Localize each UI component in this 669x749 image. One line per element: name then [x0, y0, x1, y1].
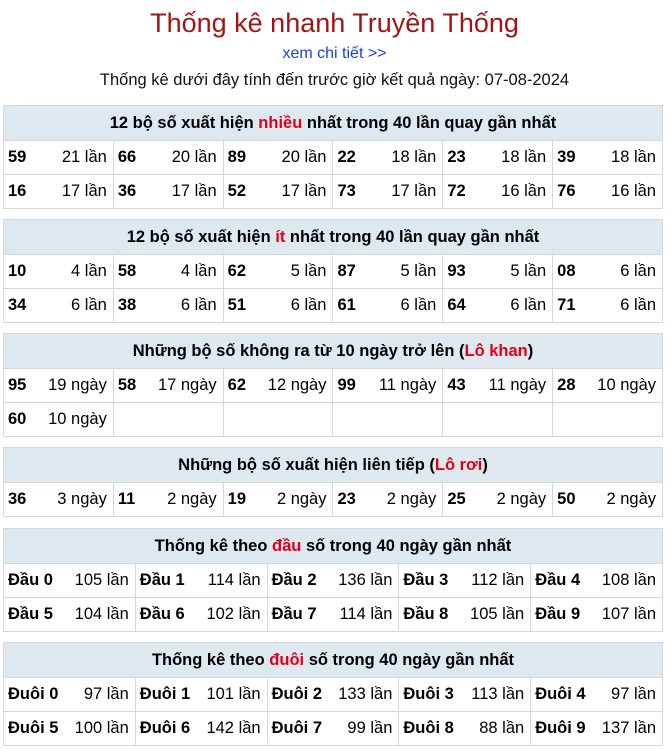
occurrence-count: 16 lần: [501, 182, 547, 200]
occurrence-count: 6 lần: [620, 296, 656, 314]
stat-cell: [223, 483, 333, 517]
stat-cell: [333, 289, 443, 323]
occurrence-count: 19 ngày: [48, 376, 107, 394]
page-title: Thống kê nhanh Truyền Thống: [150, 8, 519, 38]
occurrence-count: 136 lần: [338, 571, 393, 589]
digit-label: Đuôi 0: [8, 685, 59, 703]
stat-cell: [223, 175, 333, 209]
least-frequent-heading: 12 bộ số xuất hiện ít nhất trong 40 lần quay gần nhất: [4, 220, 663, 255]
digit-label: Đầu 1: [139, 571, 185, 589]
occurrence-count: 105 lần: [470, 605, 525, 623]
table-row: [4, 712, 663, 746]
duoi-stats-heading: Thống kê theo đuôi số trong 40 ngày gần nhất: [4, 643, 663, 678]
occurrence-count: 107 lần: [601, 605, 656, 623]
stat-cell: [135, 564, 267, 598]
stat-cell: [531, 712, 663, 746]
table-row: [4, 678, 663, 712]
stat-cell: [531, 598, 663, 632]
stat-cell: [399, 598, 531, 632]
digit-label: Đầu 7: [271, 605, 317, 623]
lottery-number: 34: [8, 296, 27, 314]
lottery-number: 89: [227, 148, 247, 166]
table-row: [4, 403, 663, 437]
stat-cell: [223, 403, 333, 437]
digit-label: Đầu 5: [8, 605, 53, 623]
digit-label: Đầu 2: [271, 571, 317, 589]
dau-stats-body: [4, 564, 663, 632]
digit-label: Đuôi 5: [8, 719, 59, 737]
digit-label: Đuôi 6: [139, 719, 191, 737]
dau-stats-heading: Thống kê theo đầu số trong 40 ngày gần nhất: [4, 529, 663, 564]
occurrence-count: 6 lần: [400, 296, 437, 314]
stat-cell: [553, 403, 663, 437]
lottery-number: 99: [337, 376, 356, 394]
occurrence-count: 2 ngày: [276, 490, 327, 508]
occurrence-count: 11 ngày: [378, 376, 437, 394]
stat-cell: [4, 678, 136, 712]
stat-cell: [443, 289, 553, 323]
updated-date-line: [0, 70, 669, 90]
lottery-number: 50: [557, 490, 576, 508]
digit-label: Đuôi 7: [271, 719, 323, 737]
stat-cell: [333, 175, 443, 209]
stat-cell: [531, 678, 663, 712]
stat-cell: [553, 141, 663, 175]
stat-cell: [135, 598, 267, 632]
table-row: [4, 289, 663, 323]
stat-cell: [4, 712, 136, 746]
stat-cell: [4, 369, 114, 403]
occurrence-count: 113 lần: [471, 685, 525, 703]
lo-khan-heading: Những bộ số không ra từ 10 ngày trở lên (Lô khan): [4, 334, 663, 369]
stat-cell: [333, 403, 443, 437]
lottery-number: 23: [447, 148, 466, 166]
most-frequent-table: [3, 105, 663, 209]
stat-cell: [113, 141, 223, 175]
stat-cell: [113, 289, 223, 323]
stat-cell: [443, 483, 553, 517]
least-frequent-body: [4, 255, 663, 323]
stat-cell: [223, 369, 333, 403]
occurrence-count: 17 lần: [171, 182, 217, 200]
lottery-number: 87: [337, 262, 356, 280]
occurrence-count: 104 lần: [74, 605, 129, 623]
occurrence-count: 6 lần: [71, 296, 107, 314]
lottery-number: 73: [337, 182, 356, 200]
digit-label: Đuôi 1: [139, 685, 191, 703]
stat-cell: [443, 369, 553, 403]
lottery-number: 60: [8, 410, 27, 428]
lottery-number: 59: [8, 148, 27, 166]
lo-roi-body: [4, 483, 663, 517]
stat-cell: [443, 403, 553, 437]
occurrence-count: 11 ngày: [488, 376, 547, 394]
occurrence-count: 17 lần: [281, 182, 327, 200]
occurrence-count: 17 ngày: [157, 376, 217, 394]
stat-cell: [223, 255, 333, 289]
occurrence-count: 137 lần: [601, 719, 656, 737]
digit-label: Đầu 3: [403, 571, 449, 589]
occurrence-count: 5 lần: [510, 262, 547, 280]
occurrence-count: 112 lần: [471, 571, 525, 589]
occurrence-count: 100 lần: [74, 719, 129, 737]
digit-label: Đầu 8: [403, 605, 449, 623]
digit-label: Đuôi 4: [535, 685, 586, 703]
stat-cell: [267, 712, 399, 746]
stat-cell: [553, 175, 663, 209]
occurrence-count: 5 lần: [290, 262, 327, 280]
stat-cell: [443, 141, 553, 175]
stat-cell: [267, 564, 399, 598]
table-row: [4, 141, 663, 175]
lottery-number: 72: [447, 182, 466, 200]
stat-cell: [333, 255, 443, 289]
digit-label: Đầu 4: [535, 571, 581, 589]
lottery-number: 58: [117, 262, 137, 280]
digit-label: Đuôi 3: [403, 685, 454, 703]
lottery-number: 28: [557, 376, 576, 394]
occurrence-count: 20 lần: [281, 148, 327, 166]
stat-cell: [113, 483, 223, 517]
stat-cell: [553, 483, 663, 517]
stat-cell: [531, 564, 663, 598]
stat-cell: [223, 141, 333, 175]
most-frequent-heading: 12 bộ số xuất hiện nhiều nhất trong 40 lần quay gần nhất: [4, 106, 663, 141]
lottery-number: 95: [8, 376, 27, 394]
occurrence-count: 114 lần: [339, 605, 393, 623]
updated-prefix: Thống kê dưới đây tính đến trước giờ kết quả ngày:: [99, 71, 485, 89]
lottery-number: 39: [557, 148, 576, 166]
lottery-number: 76: [557, 182, 576, 200]
stat-cell: [223, 289, 333, 323]
stat-cell: [4, 289, 114, 323]
stat-cell: [4, 598, 136, 632]
updated-date: 07-08-2024: [484, 71, 570, 89]
lottery-number: 25: [447, 490, 466, 508]
lottery-number: 64: [447, 296, 466, 314]
occurrence-count: 108 lần: [601, 571, 656, 589]
lottery-number: 93: [447, 262, 466, 280]
occurrence-count: 6 lần: [510, 296, 547, 314]
view-details-link[interactable]: xem chi tiết >>: [282, 45, 387, 62]
occurrence-count: 2 ngày: [386, 490, 437, 508]
stat-cell: [399, 712, 531, 746]
stat-cell: [4, 175, 114, 209]
stat-cell: [4, 403, 114, 437]
occurrence-count: 101 lần: [206, 685, 261, 703]
stat-cell: [443, 175, 553, 209]
stat-cell: [113, 175, 223, 209]
lottery-number: 58: [117, 376, 137, 394]
digit-label: Đầu 6: [139, 605, 185, 623]
stat-cell: [333, 483, 443, 517]
digit-label: Đuôi 2: [271, 685, 323, 703]
lottery-number: 62: [227, 262, 247, 280]
occurrence-count: 4 lần: [71, 262, 107, 280]
stat-cell: [113, 255, 223, 289]
lottery-number: 38: [117, 296, 137, 314]
occurrence-count: 2 ngày: [167, 490, 217, 508]
stat-cell: [399, 678, 531, 712]
most-frequent-body: [4, 141, 663, 209]
occurrence-count: 133 lần: [338, 685, 393, 703]
occurrence-count: 6 lần: [180, 296, 217, 314]
lottery-number: 16: [8, 182, 27, 200]
lottery-number: 10: [8, 262, 27, 280]
stat-cell: [443, 255, 553, 289]
occurrence-count: 18 lần: [611, 148, 656, 166]
stat-cell: [135, 678, 267, 712]
stat-cell: [4, 564, 136, 598]
lo-khan-table: [3, 333, 663, 437]
occurrence-count: 16 lần: [611, 182, 656, 200]
stat-cell: [135, 712, 267, 746]
table-row: [4, 369, 663, 403]
table-row: [4, 175, 663, 209]
lottery-number: 43: [447, 376, 466, 394]
least-frequent-table: [3, 219, 663, 323]
duoi-stats-table: [3, 642, 663, 746]
occurrence-count: 99 lần: [347, 719, 393, 737]
occurrence-count: 2 ngày: [496, 490, 547, 508]
lottery-number: 61: [337, 296, 356, 314]
occurrence-count: 5 lần: [400, 262, 437, 280]
lottery-number: 23: [337, 490, 356, 508]
lottery-number: 71: [557, 296, 576, 314]
occurrence-count: 17 lần: [391, 182, 437, 200]
table-row: [4, 598, 663, 632]
stat-cell: [4, 255, 114, 289]
occurrence-count: 6 lần: [290, 296, 327, 314]
digit-label: Đuôi 8: [403, 719, 454, 737]
stat-cell: [267, 678, 399, 712]
occurrence-count: 3 ngày: [57, 490, 107, 508]
stat-cell: [267, 598, 399, 632]
occurrence-count: 6 lần: [620, 262, 656, 280]
occurrence-count: 10 ngày: [597, 376, 656, 394]
lottery-number: 22: [337, 148, 356, 166]
lottery-number: 36: [8, 490, 27, 508]
occurrence-count: 17 lần: [61, 182, 107, 200]
occurrence-count: 102 lần: [206, 605, 261, 623]
stat-cell: [333, 369, 443, 403]
lottery-number: 66: [117, 148, 137, 166]
occurrence-count: 88 lần: [479, 719, 525, 737]
occurrence-count: 10 ngày: [48, 410, 107, 428]
stat-cell: [113, 369, 223, 403]
table-row: [4, 255, 663, 289]
table-row: [4, 564, 663, 598]
stat-cell: [113, 403, 223, 437]
occurrence-count: 97 lần: [611, 685, 656, 703]
stat-cell: [553, 255, 663, 289]
occurrence-count: 20 lần: [171, 148, 217, 166]
table-row: [4, 483, 663, 517]
occurrence-count: 105 lần: [74, 571, 129, 589]
lo-roi-table: [3, 447, 663, 517]
dau-stats-table: [3, 528, 663, 632]
stat-cell: [4, 483, 114, 517]
occurrence-count: 4 lần: [180, 262, 217, 280]
occurrence-count: 97 lần: [83, 685, 129, 703]
stat-cell: [553, 369, 663, 403]
occurrence-count: 21 lần: [61, 148, 107, 166]
lottery-number: 08: [557, 262, 576, 280]
stat-cell: [553, 289, 663, 323]
digit-label: Đầu 9: [535, 605, 581, 623]
duoi-stats-body: [4, 678, 663, 746]
stat-cell: [333, 141, 443, 175]
stat-cell: [399, 564, 531, 598]
lo-khan-body: [4, 369, 663, 437]
lottery-number: 52: [227, 182, 247, 200]
lottery-number: 36: [117, 182, 137, 200]
lottery-number: 19: [227, 490, 247, 508]
occurrence-count: 12 ngày: [267, 376, 327, 394]
occurrence-count: 2 ngày: [606, 490, 656, 508]
lo-roi-heading: Những bộ số xuất hiện liên tiếp (Lô rơi): [4, 448, 663, 483]
digit-label: Đuôi 9: [535, 719, 586, 737]
lottery-number: 62: [227, 376, 247, 394]
lottery-number: 11: [117, 490, 136, 508]
stat-cell: [4, 141, 114, 175]
digit-label: Đầu 0: [8, 571, 53, 589]
occurrence-count: 18 lần: [501, 148, 547, 166]
occurrence-count: 18 lần: [391, 148, 437, 166]
occurrence-count: 142 lần: [206, 719, 261, 737]
occurrence-count: 114 lần: [207, 571, 261, 589]
lottery-number: 51: [227, 296, 247, 314]
